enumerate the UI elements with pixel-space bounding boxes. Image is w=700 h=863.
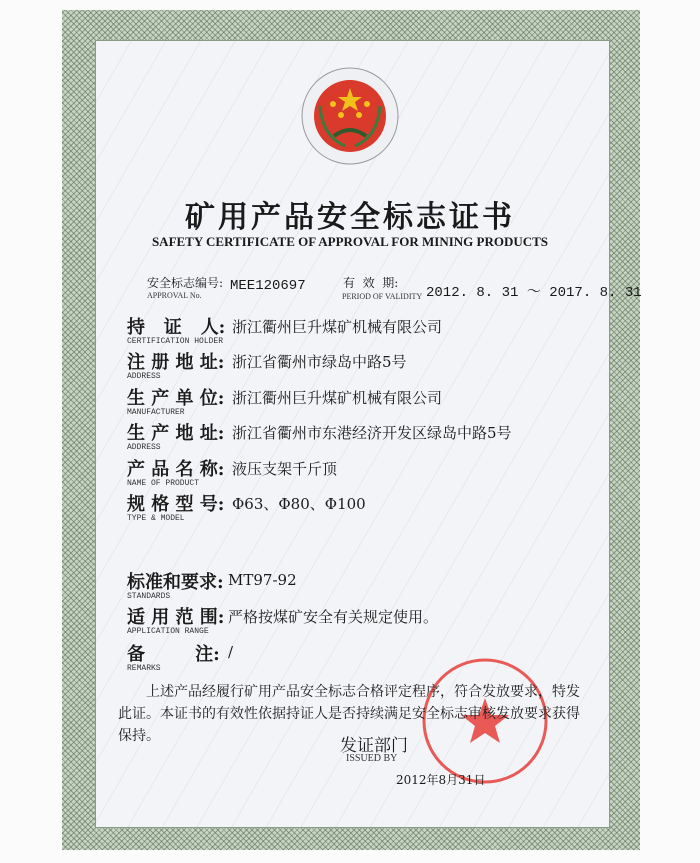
field-value: 浙江衢州巨升煤矿机械有限公司 bbox=[232, 389, 443, 407]
validity-label-en: PERIOD OF VALIDITY bbox=[342, 292, 423, 301]
national-emblem-icon bbox=[300, 66, 400, 166]
issuer-label-en: ISSUED BY bbox=[346, 753, 398, 764]
field-label-en: ADDRESS bbox=[127, 372, 161, 381]
issuer-label: 发证部门 bbox=[340, 736, 408, 756]
field-label: 持 证 人: bbox=[127, 317, 226, 338]
field-value: MT97-92 bbox=[228, 571, 297, 589]
field-label-en: ADDRESS bbox=[127, 443, 161, 452]
field-label-en: REMARKS bbox=[127, 664, 161, 673]
field-label: 注 册 地 址: bbox=[127, 352, 225, 373]
certificate-title: 矿用产品安全标志证书 bbox=[185, 200, 515, 235]
field-label-en: APPLICATION RANGE bbox=[127, 627, 209, 636]
issue-date: 2012年8月31日 bbox=[396, 773, 486, 787]
field-label: 标准和要求: bbox=[127, 572, 224, 593]
field-label: 适 用 范 围: bbox=[127, 607, 225, 628]
validity-period: 2012. 8. 31 ～ 2017. 8. 31 bbox=[426, 285, 642, 301]
field-label: 产 品 名 称: bbox=[127, 459, 225, 480]
field-label-en: STANDARDS bbox=[127, 592, 171, 601]
approval-label-en: APPROVAL No. bbox=[147, 291, 202, 300]
field-label-en: CERTIFICATION HOLDER bbox=[127, 337, 224, 346]
field-value: 浙江省衢州市绿岛中路5号 bbox=[232, 353, 407, 371]
field-value: 严格按煤矿安全有关规定使用。 bbox=[228, 608, 439, 626]
field-label-en: NAME OF PRODUCT bbox=[127, 479, 200, 488]
field-label-en: TYPE & MODEL bbox=[127, 514, 185, 523]
field-value: Φ63、Φ80、Φ100 bbox=[232, 495, 366, 513]
field-value: 浙江省衢州市东港经济开发区绿岛中路5号 bbox=[232, 424, 512, 442]
field-value: 液压支架千斤顶 bbox=[232, 460, 338, 478]
field-label: 生 产 地 址: bbox=[127, 423, 225, 444]
statement-text: 上述产品经履行矿用产品安全标志合格评定程序，符合发放要求，特发此证。本证书的有效性依据持证人是否持续满足安全标志审核发放要求获得保持。 bbox=[118, 684, 580, 744]
certificate-subtitle: SAFETY CERTIFICATE OF APPROVAL FOR MINING PRODUCTS bbox=[151, 234, 549, 249]
approval-label: 安全标志编号: bbox=[147, 276, 224, 290]
field-label-en: MANUFACTURER bbox=[127, 408, 185, 417]
field-label: 规 格 型 号: bbox=[127, 494, 225, 515]
field-value: 浙江衢州巨升煤矿机械有限公司 bbox=[232, 318, 443, 336]
field-value: / bbox=[228, 643, 234, 661]
field-label: 备 注: bbox=[127, 644, 220, 665]
field-label: 生 产 单 位: bbox=[127, 388, 225, 409]
approval-number: MEE120697 bbox=[230, 278, 306, 294]
validity-label: 有 效 期: bbox=[343, 276, 399, 290]
